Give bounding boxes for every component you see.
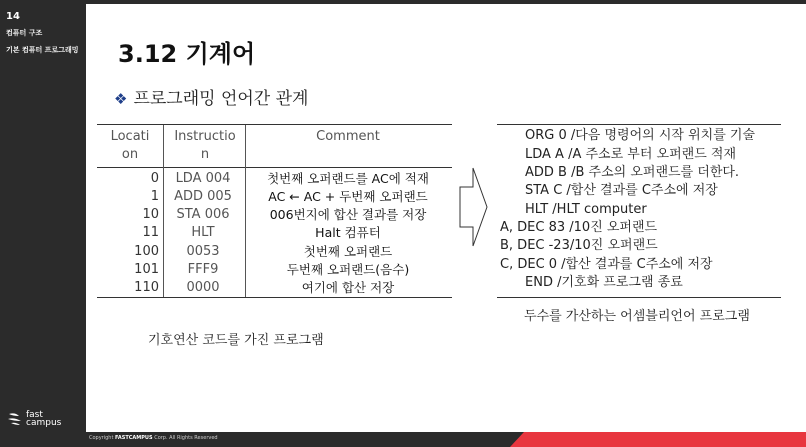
footer-accent-bar xyxy=(510,432,806,447)
left-table-caption: 기호연산 코드를 가진 프로그램 xyxy=(148,333,324,348)
table-top-rule xyxy=(97,124,452,125)
slide-subtitle xyxy=(114,84,308,109)
cell-comment: AC ← AC + 두번째 오퍼랜드 xyxy=(268,189,428,204)
cell-comment: 여기에 합산 저장 xyxy=(301,280,395,295)
program-line: ADD B /B 주소의 오퍼랜드를 더한다. xyxy=(525,165,740,180)
program-bottom-rule xyxy=(497,297,781,298)
cell-instruction: HLT xyxy=(191,225,215,240)
section-title: 컴퓨터 구조 xyxy=(6,29,43,37)
top-bar xyxy=(0,0,806,4)
program-line: LDA A /A 주소로 부터 오퍼랜드 적재 xyxy=(525,147,737,162)
slide-title: 3.12 기계어 xyxy=(118,40,256,68)
cell-instruction: ADD 005 xyxy=(174,189,232,204)
subsection-title: 기본 컴퓨터 프로그래밍 xyxy=(6,46,79,54)
cell-comment: 첫번째 오퍼랜드를 AC에 적재 xyxy=(267,171,429,186)
program-line: STA C /합산 결과를 C주소에 저장 xyxy=(525,183,718,198)
cell-instruction: 0000 xyxy=(186,280,220,295)
cell-comment: 두번째 오퍼랜드(음수) xyxy=(286,262,410,277)
program-line: B, DEC -23/10진 오퍼랜드 xyxy=(500,238,658,253)
chapter-number: 14 xyxy=(6,11,20,22)
subtitle-text: 프로그래밍 언어간 관계 xyxy=(133,89,309,109)
cell-comment: Halt 컴퓨터 xyxy=(315,225,381,240)
program-line: C, DEC 0 /합산 결과를 C주소에 저장 xyxy=(500,257,713,272)
cell-comment: 006번지에 합산 결과를 저장 xyxy=(269,207,427,222)
cell-location: 10 xyxy=(142,207,159,222)
program-top-rule xyxy=(497,124,781,125)
copyright-text: Copyright FASTCAMPUS Corp. All Rights Reserved xyxy=(89,435,218,441)
program-line: END /기호화 프로그램 종료 xyxy=(525,275,683,290)
cell-location: 110 xyxy=(134,280,159,295)
cell-location: 11 xyxy=(142,225,159,240)
header-location: Locati on xyxy=(110,129,150,162)
cell-comment: 첫번째 오퍼랜드 xyxy=(303,244,393,259)
cell-location: 0 xyxy=(150,171,159,186)
right-program-caption: 두수를 가산하는 어셈블리언어 프로그램 xyxy=(524,309,750,324)
cell-instruction: LDA 004 xyxy=(175,171,231,186)
cell-instruction: 0053 xyxy=(186,244,220,259)
sidebar xyxy=(0,0,86,447)
program-line: ORG 0 /다음 명령어의 시작 위치를 기술 xyxy=(525,128,756,143)
diamond-bullet-icon: ❖ xyxy=(114,90,128,108)
fastcampus-logo xyxy=(7,411,61,427)
logo-text-line2: campus xyxy=(26,418,62,428)
table-header-rule xyxy=(97,167,452,168)
header-comment: Comment xyxy=(316,129,380,144)
program-line: HLT /HLT computer xyxy=(525,202,647,217)
cell-location: 100 xyxy=(134,244,159,259)
cell-location: 101 xyxy=(134,262,159,277)
logo-text-line1: fast xyxy=(26,410,43,420)
cell-location: 1 xyxy=(150,189,159,204)
table-column-divider xyxy=(245,125,246,297)
right-arrow-icon xyxy=(459,167,489,247)
cell-instruction: STA 006 xyxy=(176,207,230,222)
header-instruction: Instructio n xyxy=(174,129,236,162)
program-line: A, DEC 83 /10진 오퍼랜드 xyxy=(500,220,658,235)
cell-instruction: FFF9 xyxy=(187,262,219,277)
fastcampus-logo-icon xyxy=(7,412,23,426)
table-bottom-rule xyxy=(97,297,452,298)
